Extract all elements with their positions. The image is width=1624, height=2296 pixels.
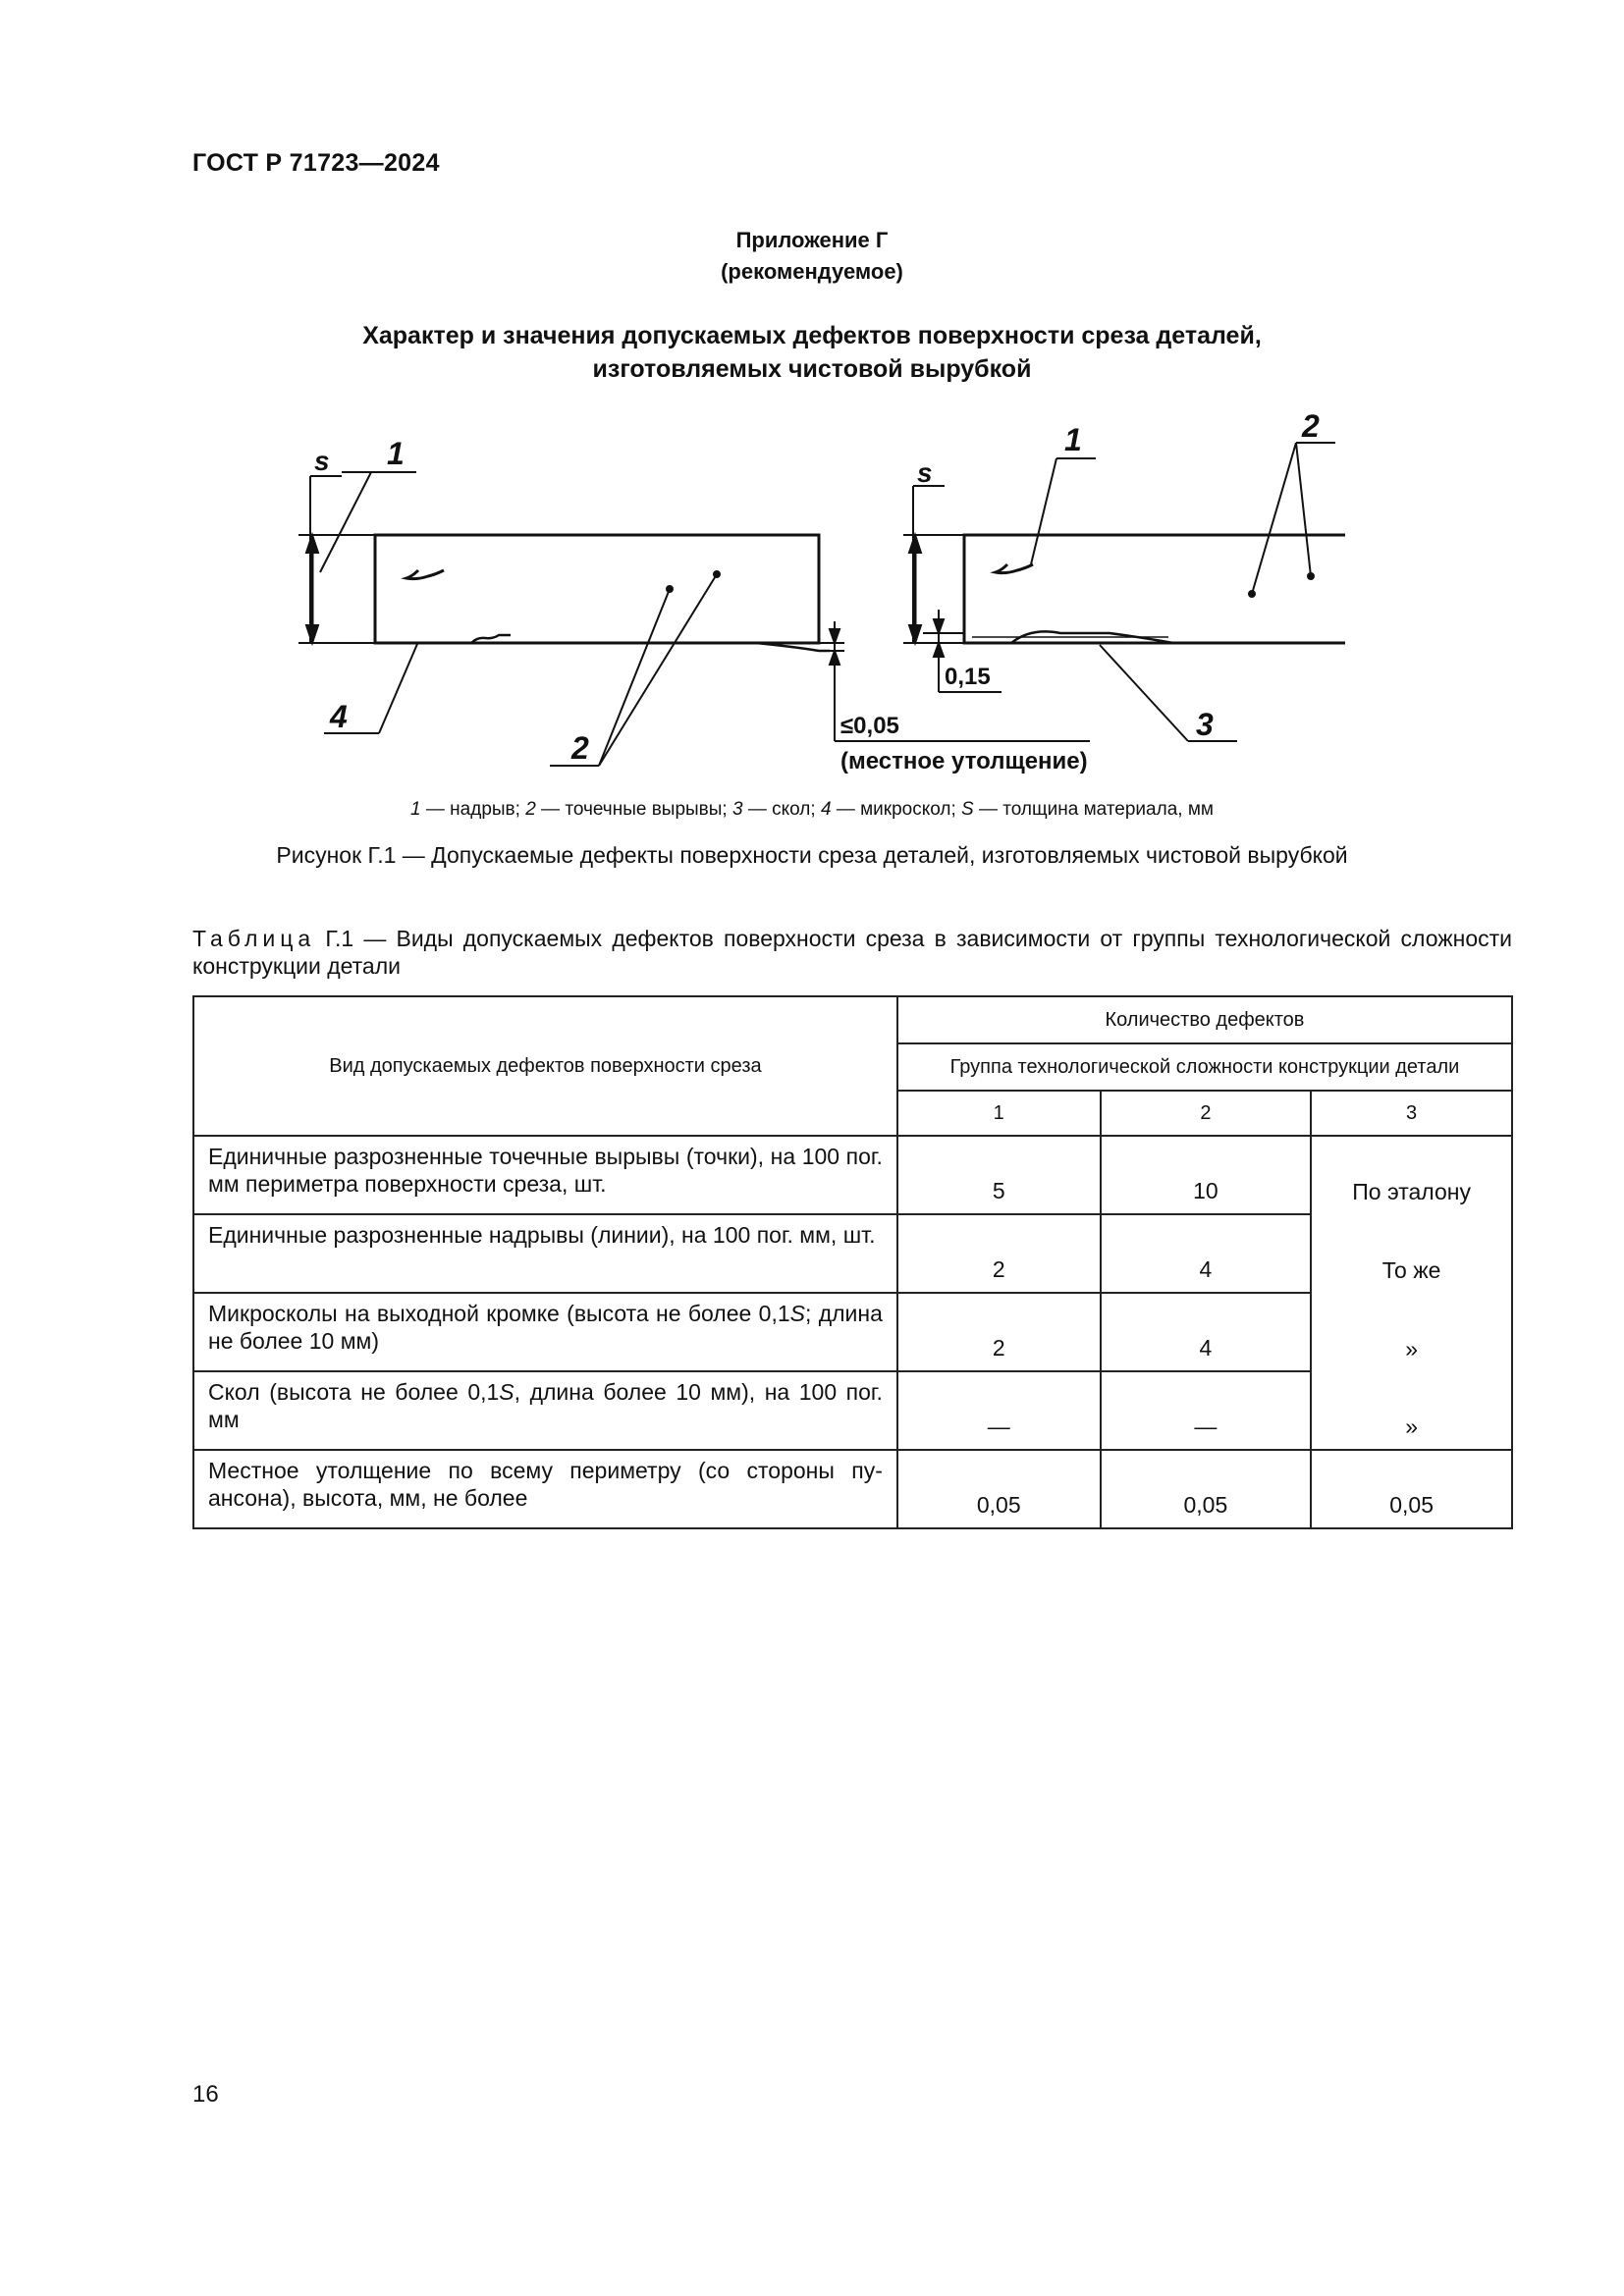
row-5-g2: 0,05	[1101, 1450, 1312, 1528]
annex-heading-line-1: Характер и значения допускаемых дефектов поверхности среза деталей,	[362, 322, 1262, 349]
row-4-g3: »	[1311, 1371, 1512, 1450]
row-4-desc-b: , длина более 10 мм), на 100 пог. мм	[208, 1379, 883, 1432]
row-1-g1: 5	[897, 1136, 1101, 1214]
left-specimen	[375, 535, 830, 651]
legend-num-1: 1	[410, 799, 421, 820]
dim-005-note: (местное утолщение)	[840, 748, 1088, 774]
legend-num-s: S	[961, 799, 974, 820]
header-group-1: 1	[897, 1091, 1101, 1136]
table-row	[193, 1371, 1512, 1450]
page-number: 16	[192, 2081, 219, 2108]
legend-num-2: 2	[525, 799, 536, 820]
row-2-g3: То же	[1311, 1214, 1512, 1293]
table-caption-text: Г.1 — Виды допускаемых дефектов поверхности среза в зависимости от группы технологической сложности конструкции детали	[192, 926, 1512, 979]
table-row	[193, 1293, 1512, 1371]
row-4-g2: —	[1101, 1371, 1312, 1450]
defects-drawing	[285, 407, 1345, 785]
callout-1-left: 1	[387, 436, 405, 471]
defects-table	[192, 995, 1513, 1529]
callout-4: 4	[330, 699, 348, 734]
row-2-g1: 2	[897, 1214, 1101, 1293]
header-defect-type: Вид допускаемых дефектов поверхности среза	[193, 996, 897, 1136]
s-label-right: s	[917, 457, 933, 488]
row-3-desc-s: S	[789, 1301, 805, 1326]
legend-text-3: — скол;	[742, 799, 821, 820]
table-caption	[192, 925, 1512, 980]
figure-caption: Рисунок Г.1 — Допускаемые дефекты поверхности среза деталей, изготовляемых чистовой вырубкой	[276, 842, 1348, 868]
callout-2-left: 2	[571, 730, 589, 766]
row-3-desc-a: Микросколы на выходной кромке (высота не более 0,1	[208, 1301, 790, 1326]
row-5-g3: 0,05	[1311, 1450, 1512, 1528]
dim-005: ≤0,05	[840, 713, 899, 739]
callout-2-right-leader	[1249, 443, 1335, 597]
row-1-g3: По эталону	[1311, 1136, 1512, 1214]
callout-2-right: 2	[1302, 408, 1320, 444]
callout-1-left-leader	[287, 472, 416, 572]
row-3-g3: »	[1311, 1293, 1512, 1371]
table-row	[193, 1136, 1512, 1214]
row-3-desc-b: ; длина не более 10 мм)	[208, 1301, 883, 1354]
right-specimen	[964, 535, 1345, 643]
row-2-g2: 4	[1101, 1214, 1312, 1293]
header-defect-count: Количество дефектов	[897, 996, 1512, 1043]
legend-text-1: — надрыв;	[420, 799, 526, 820]
header-complexity-group: Группа технологической сложности конструкции детали	[897, 1043, 1512, 1091]
row-4-desc	[193, 1371, 897, 1450]
row-5-g1: 0,05	[897, 1450, 1101, 1528]
row-4-g1: —	[897, 1371, 1101, 1450]
tear-mark-left	[406, 570, 444, 579]
left-thickness-dimension	[298, 476, 375, 643]
callout-3: 3	[1196, 707, 1214, 742]
callout-1-right-leader	[1031, 458, 1096, 564]
legend-text-s: — толщина материала, мм	[973, 799, 1214, 820]
legend-text-2: — точечные вырывы;	[535, 799, 732, 820]
annex-heading	[0, 319, 1624, 386]
header-group-3: 3	[1311, 1091, 1512, 1136]
row-2-desc: Единичные разрозненные надрывы (линии), на 100 пог. мм, шт.	[193, 1214, 897, 1293]
tear-mark-right	[996, 564, 1033, 573]
legend-text-4: — микроскол;	[831, 799, 962, 820]
s-label-left: s	[314, 446, 330, 476]
figure-legend	[0, 799, 1624, 821]
right-thickness-dimension	[903, 486, 1001, 692]
right-specimen-body	[964, 535, 1345, 643]
row-4-desc-a: Скол (высота не более 0,1	[208, 1379, 500, 1405]
row-1-desc: Единичные разрозненные точечные вырывы (точки), на 100 пог. мм периметра поверхности среза, шт.	[193, 1136, 897, 1214]
row-4-desc-s: S	[499, 1379, 514, 1405]
row-5-desc: Местное утолщение по всему периметру (со стороны пу-ансона), высота, мм, не более	[193, 1450, 897, 1528]
header-group-2: 2	[1101, 1091, 1312, 1136]
table-row	[193, 1214, 1512, 1293]
table-caption-prefix: Таблица	[192, 926, 316, 951]
left-specimen-body	[375, 535, 819, 643]
table-row	[193, 1450, 1512, 1528]
annex-title: Приложение Г	[735, 228, 889, 252]
row-3-g1: 2	[897, 1293, 1101, 1371]
callout-1-right: 1	[1064, 422, 1082, 457]
callout-3-leader	[1100, 645, 1237, 741]
row-1-g2: 10	[1101, 1136, 1312, 1214]
document-header: ГОСТ Р 71723—2024	[192, 149, 440, 177]
annex-heading-line-2: изготовляемых чистовой вырубкой	[592, 355, 1032, 383]
legend-num-3: 3	[732, 799, 743, 820]
row-3-g2: 4	[1101, 1293, 1312, 1371]
row-3-desc	[193, 1293, 897, 1371]
annex-status: (рекомендуемое)	[721, 259, 903, 284]
dim-015: 0,15	[945, 664, 991, 690]
legend-num-4: 4	[820, 799, 832, 820]
